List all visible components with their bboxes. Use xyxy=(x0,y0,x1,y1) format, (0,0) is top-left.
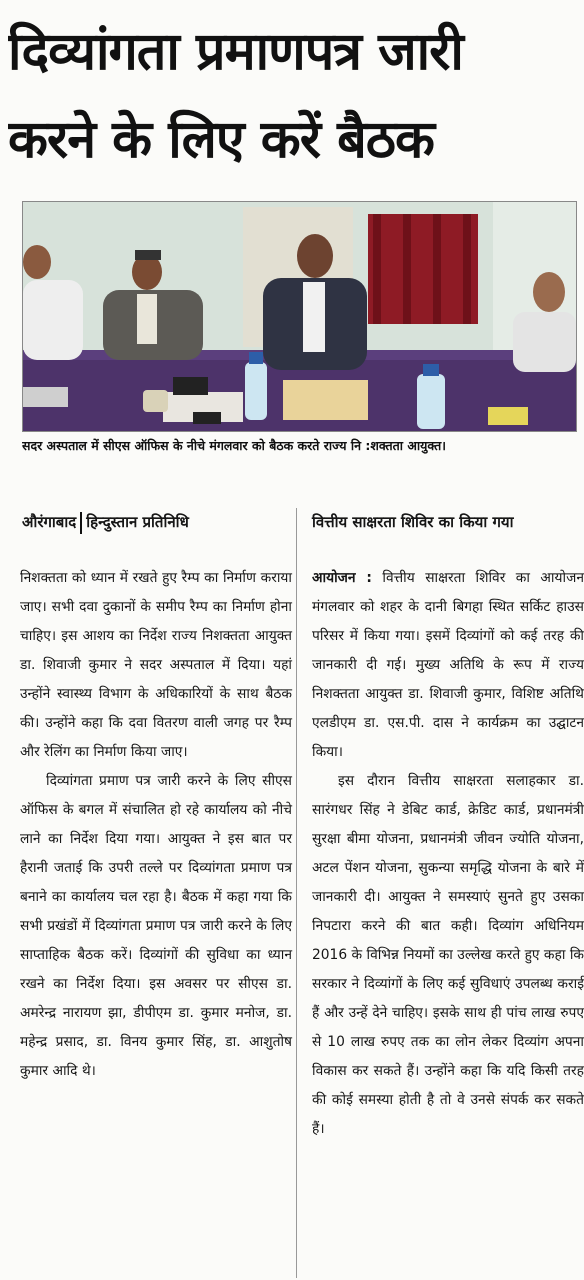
byline-place: औरंगाबाद xyxy=(22,513,77,531)
headline-line-2: करने के लिए करें बैठक xyxy=(8,110,434,170)
right-subheading: वित्तीय साक्षरता शिविर का किया गया xyxy=(312,513,514,531)
meeting-photo-illustration xyxy=(23,202,576,431)
byline xyxy=(22,508,189,536)
left-column xyxy=(20,564,292,1086)
news-photo xyxy=(22,201,577,432)
photo-caption: सदर अस्पताल में सीएस ऑफिस के नीचे मंगलवार को बैठक करते राज्य नि :शक्तता आयुक्त। xyxy=(22,438,446,453)
right-paragraph-1 xyxy=(312,564,584,767)
headline-line-1: दिव्यांगता प्रमाणपत्र जारी xyxy=(8,22,463,82)
right-lead-word: आयोजन : xyxy=(312,570,372,586)
right-paragraph-1-text: वित्तीय साक्षरता शिविर का आयोजन मंगलवार को शहर के दानी बिगहा स्थित सर्किट हाउस परिसर में किया गया। इसमें दिव्यांगों को कई तरह की जानकारी दी गई। मुख्य अतिथि के रूप में राज्य निशक्तता आयुक्त डा. शिवाजी कुमार, विशिष्ट अतिथि एलडीएम डा. एस.पी. दास ने कार्यक्रम का उद्घाटन किया। xyxy=(312,570,584,760)
byline-source: हिन्दुस्तान प्रतिनिधि xyxy=(86,513,189,531)
byline-separator xyxy=(80,512,82,534)
left-paragraph-2: दिव्यांगता प्रमाण पत्र जारी करने के लिए सीएस ऑफिस के बगल में संचालित हो रहे कार्यालय को नीचे लाने का निर्देश दिया गया। आयुक्त ने इस बात पर हैरानी जताई कि उपरी तल्ले पर दिव्यांगता प्रमाण पत्र बनाने का कार्यालय चल रहा है। बैठक में कहा गया कि सभी प्रखंडों में दिव्यांगता प्रमाण पत्र जारी करने के लिए साप्ताहिक बैठक करें। दिव्यांगों की सुविधा का ध्यान रखने का निर्देश दिया। इस अवसर पर सीएस डा. अमरेन्द्र नारायण झा, डीपीएम डा. कुमार मनोज, डा. महेन्द्र प्रसाद, डा. विनय कुमार सिंह, डा. आशुतोष कुमार आदि थे। xyxy=(20,773,292,1079)
right-paragraph-2: इस दौरान वित्तीय साक्षरता सलाहकार डा. सारंगधर सिंह ने डेबिट कार्ड, क्रेडिट कार्ड, प्रधानमंत्री सुरक्षा बीमा योजना, प्रधानमंत्री जीवन ज्योति योजना, अटल पेंशन योजना, सुकन्या समृद्धि योजना के बारे में जानकारी दी। आयुक्त ने समस्याएं सुनते हुए उसका निपटारा करने की बात कही। दिव्यांग अधिनियम 2016 के विभिन्न नियमों का उल्लेख करते हुए कहा कि सरकार ने दिव्यांगों के लिए कई सुविधाएं उपलब्ध कराई हैं और उन्हें देने चाहिए। इसके साथ ही पांच लाख रुपए से 10 लाख रुपए तक का लोन लेकर दिव्यांग अपना विकास कर सकते हैं। उन्होंने कहा कि यदि किसी तरह की कोई समस्या होती है तो वे उनसे संपर्क कर सकते हैं। xyxy=(312,773,584,1137)
left-paragraph-1: निशक्तता को ध्यान में रखते हुए रैम्प का निर्माण कराया जाए। सभी दवा दुकानों के समीप रैम्प का निर्माण होना चाहिए। इस आशय का निर्देश राज्य निशक्तता आयुक्त डा. शिवाजी कुमार ने सदर अस्पताल में दिया। यहां उन्होंने स्वास्थ्य विभाग के अधिकारियों के साथ बैठक की। उन्होंने कहा कि दवा वितरण वाली जगह पर रैम्प और रेलिंग का निर्माण किया जाए। xyxy=(20,570,292,760)
right-column xyxy=(312,564,584,1144)
headline xyxy=(8,8,576,184)
column-divider xyxy=(296,508,297,1278)
